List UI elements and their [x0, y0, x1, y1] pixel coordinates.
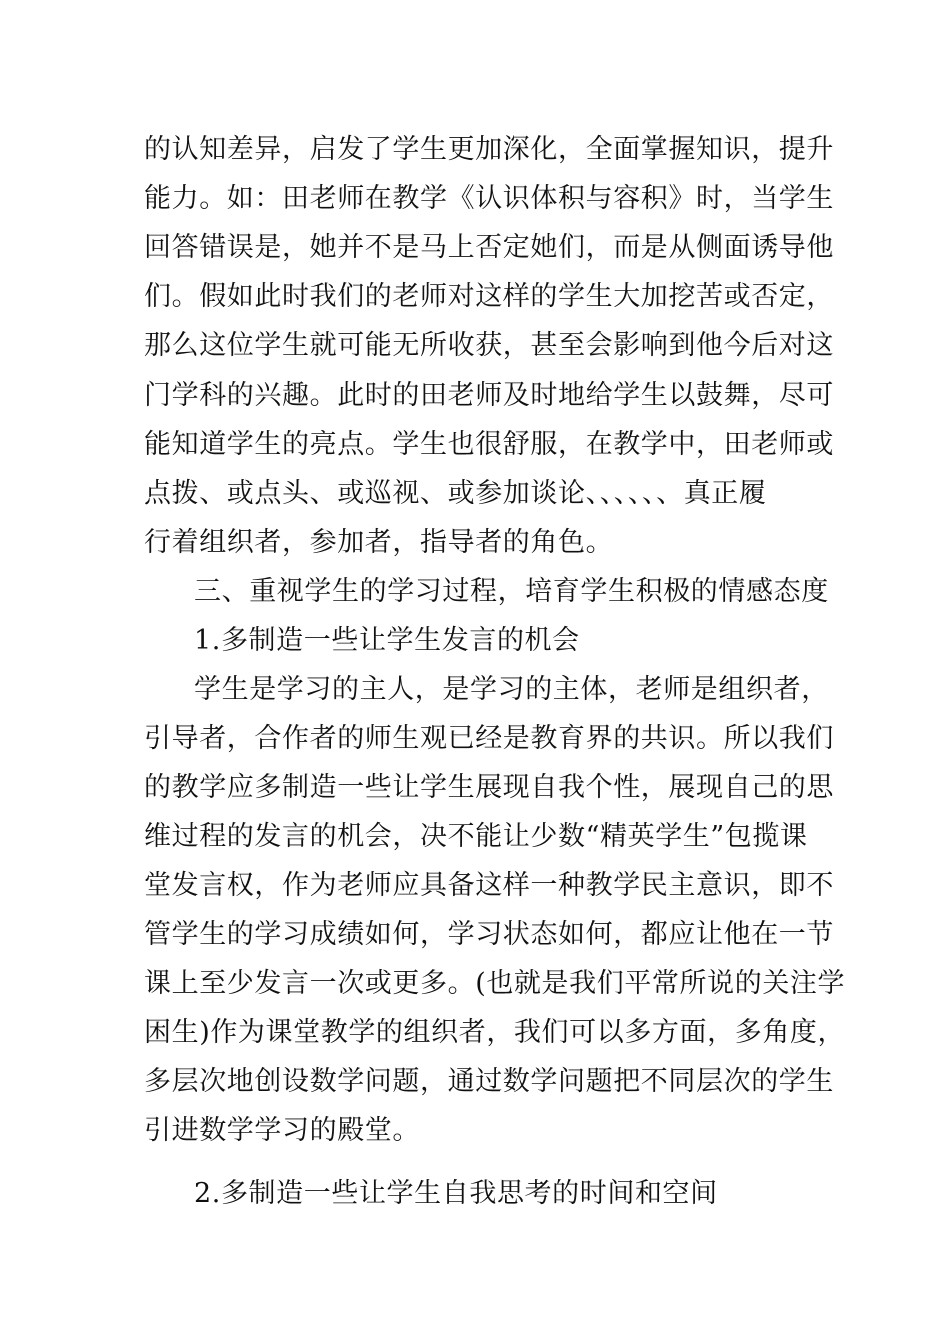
text-line: 点拨、或点头、或巡视、或参加谈论、、、、、、真正履 — [144, 478, 767, 509]
text-line: 的认知差异，启发了学生更加深化，全面掌握知识，提升 — [144, 134, 834, 165]
text-line: 多层次地创设数学问题，通过数学问题把不同层次的学生 — [144, 1066, 834, 1097]
text-line: 那么这位学生就可能无所收获，甚至会影响到他今后对这 — [144, 330, 834, 361]
text-line: 困生)作为课堂教学的组织者，我们可以多方面，多角度， — [144, 1017, 846, 1048]
text-line: 引进数学学习的殿堂。 — [144, 1115, 420, 1146]
text-line: 能力。如：田老师在教学《认识体积与容积》时，当学生 — [144, 183, 834, 214]
text-line: 维过程的发言的机会，决不能让少数“精英学生”包揽课 — [144, 821, 808, 852]
text-line: 课上至少发言一次或更多。(也就是我们平常所说的关注学 — [144, 968, 846, 999]
text-line: 的教学应多制造一些让学生展现自我个性，展现自己的思 — [144, 772, 834, 803]
text-line: 能知道学生的亮点。学生也很舒服，在教学中，田老师或 — [144, 429, 834, 460]
text-line: 门学科的兴趣。此时的田老师及时地给学生以鼓舞，尽可 — [144, 380, 834, 411]
text-line: 堂发言权，作为老师应具备这样一种教学民主意识，即不 — [144, 870, 834, 901]
text-line: 回答错误是，她并不是马上否定她们，而是从侧面诱导他 — [144, 232, 834, 263]
text-line: 们。假如此时我们的老师对这样的学生大加挖苦或否定， — [144, 281, 834, 312]
subsection-heading: 2.多制造一些让学生自我思考的时间和空间 — [194, 1178, 718, 1209]
section-heading: 三、重视学生的学习过程，培育学生积极的情感态度 — [194, 576, 829, 607]
subsection-heading: 1.多制造一些让学生发言的机会 — [194, 625, 580, 656]
text-line: 引导者，合作者的师生观已经是教育界的共识。所以我们 — [144, 723, 834, 754]
paragraph-first-line: 学生是学习的主人，是学习的主体，老师是组织者， — [194, 674, 829, 705]
text-line: 管学生的学习成绩如何，学习状态如何，都应让他在一节 — [144, 919, 834, 950]
text-line: 行着组织者，参加者，指导者的角色。 — [144, 527, 614, 558]
